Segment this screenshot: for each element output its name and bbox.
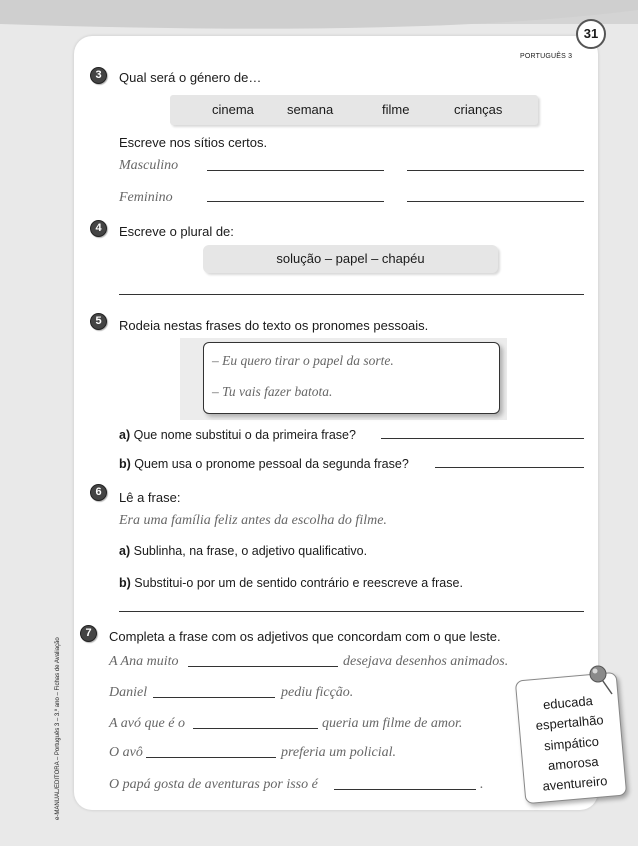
- question-3-prompt: Qual será o género de…: [119, 70, 262, 85]
- note-word-1: educada: [542, 692, 594, 713]
- question-4-prompt: Escreve o plural de:: [119, 224, 234, 239]
- q3-feminine-blank-1[interactable]: [207, 201, 384, 202]
- q7-sentence-4-start: O avô: [109, 745, 143, 760]
- q7-sentence-2-blank[interactable]: [153, 697, 275, 698]
- question-7-number: 7: [80, 625, 97, 642]
- running-head: PORTUGUÊS 3: [520, 53, 573, 60]
- q6-a: [119, 544, 367, 558]
- q7-sentence-1-start: A Ana muito: [109, 654, 179, 669]
- pushpin-icon: [588, 664, 618, 698]
- q6-answer-blank[interactable]: [119, 611, 584, 612]
- q3-instruction: Escreve nos sítios certos.: [119, 135, 268, 150]
- q5-b-label: b): [119, 457, 131, 471]
- q7-sentence-1-end: desejava desenhos animados.: [343, 654, 509, 669]
- q3-masculine-blank-1[interactable]: [207, 170, 384, 171]
- q7-sentence-1-blank[interactable]: [188, 666, 338, 667]
- q7-sentence-2-start: Daniel: [109, 685, 148, 700]
- q4-answer-blank[interactable]: [119, 294, 584, 295]
- q3-feminine-blank-2[interactable]: [407, 201, 584, 202]
- q3-feminine-label: Feminino: [119, 190, 173, 205]
- q3-masculine-blank-2[interactable]: [407, 170, 584, 171]
- q6-a-label: a): [119, 544, 131, 558]
- q6-sentence: Era uma família feliz antes da escolha do filme.: [119, 513, 387, 528]
- q5-a-answer-blank[interactable]: [381, 438, 584, 439]
- question-3-number: 3: [90, 67, 107, 84]
- question-5-number: 5: [90, 313, 107, 330]
- q5-a-text: Que nome substitui o da primeira frase?: [133, 428, 356, 442]
- q3-masculine-label: Masculino: [119, 158, 179, 173]
- q5-a: [119, 428, 356, 442]
- q6-a-text: Sublinha, na frase, o adjetivo qualificativo.: [133, 544, 368, 558]
- q6-b: [119, 576, 463, 590]
- question-6-prompt: Lê a frase:: [119, 490, 181, 505]
- question-6-number: 6: [90, 484, 107, 501]
- q3-word-3: filme: [382, 102, 410, 117]
- q5-b: [119, 457, 409, 471]
- q7-sentence-3-start: A avó que é o: [109, 716, 185, 731]
- q5-quote-1: – Eu quero tirar o papel da sorte.: [212, 353, 394, 368]
- note-word-4: amorosa: [547, 753, 600, 774]
- q4-word-bar: [203, 245, 498, 273]
- q5-b-text: Quem usa o pronome pessoal da segunda frase?: [134, 457, 409, 471]
- q3-word-bar: [170, 95, 538, 125]
- q3-word-4: crianças: [454, 102, 503, 117]
- question-5-prompt: Rodeia nestas frases do texto os pronomes pessoais.: [119, 318, 429, 333]
- page-number: 31: [576, 19, 606, 49]
- note-word-2: espertalhão: [535, 712, 605, 733]
- q7-sentence-4-end: preferia um policial.: [281, 745, 396, 760]
- q4-words: solução – papel – chapéu: [276, 251, 425, 266]
- top-decoration: [0, 0, 638, 40]
- q7-sentence-5-start: O papá gosta de aventuras por isso é: [109, 777, 318, 792]
- q7-sentence-4-blank[interactable]: [146, 757, 276, 758]
- note-word-3: simpático: [543, 733, 600, 754]
- side-credit: e-MANUAL/EDITORA – Português 3 – 3.º ano – Fichas de Avaliação: [55, 637, 61, 820]
- q3-word-1: cinema: [212, 102, 254, 117]
- q5-quote-box: [203, 342, 500, 414]
- q5-quote-2: – Tu vais fazer batota.: [212, 384, 333, 399]
- q7-sentence-3-blank[interactable]: [193, 728, 318, 729]
- q6-b-text: Substitui-o por um de sentido contrário e reescreve a frase.: [134, 576, 463, 590]
- q7-sentence-5-end: .: [480, 777, 484, 792]
- q7-sentence-3-end: queria um filme de amor.: [322, 716, 463, 731]
- q6-b-label: b): [119, 576, 131, 590]
- q5-a-label: a): [119, 428, 131, 442]
- q3-word-2: semana: [287, 102, 334, 117]
- q7-sentence-2-end: pediu ficção.: [281, 685, 354, 700]
- q5-b-answer-blank[interactable]: [435, 467, 584, 468]
- q7-sentence-5-blank[interactable]: [334, 789, 476, 790]
- question-7-prompt: Completa a frase com os adjetivos que concordam com o que leste.: [109, 629, 501, 644]
- note-word-5: aventureiro: [541, 773, 609, 794]
- question-4-number: 4: [90, 220, 107, 237]
